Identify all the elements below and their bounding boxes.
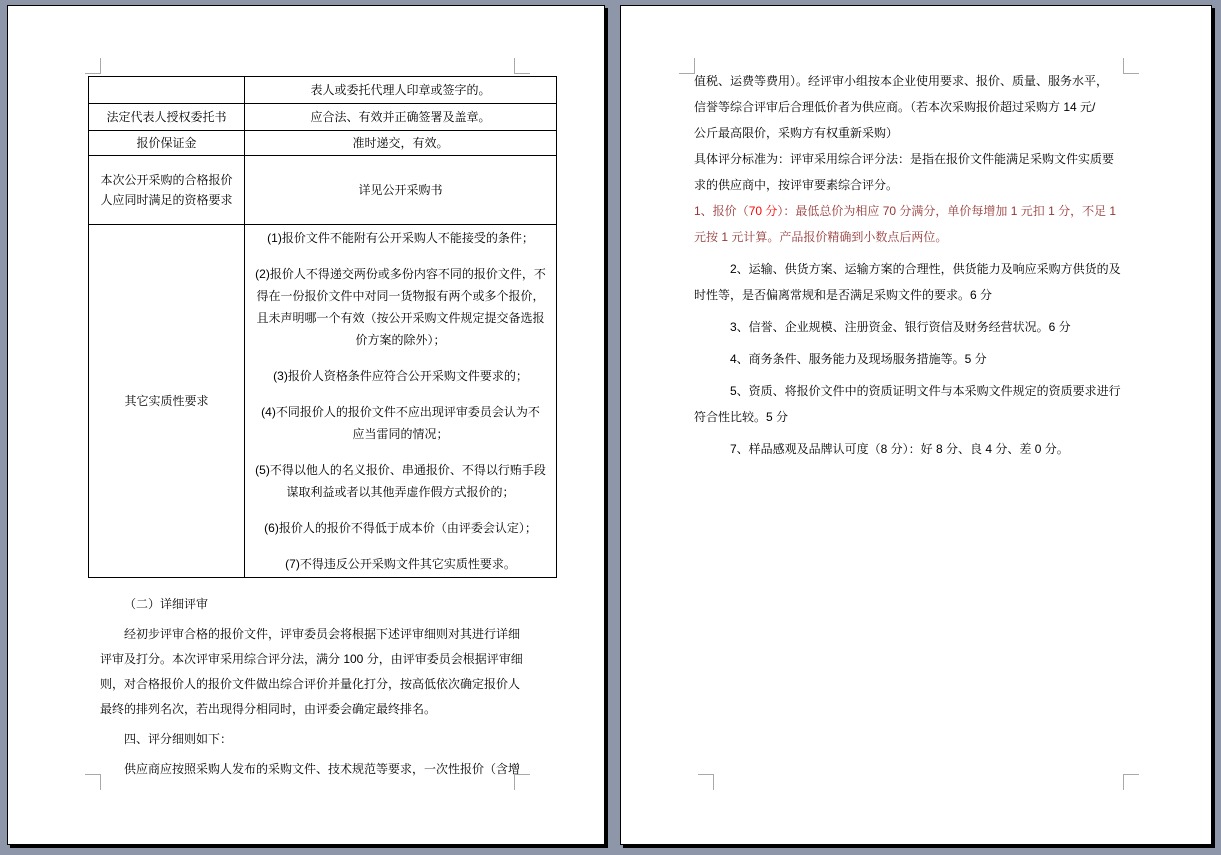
paragraph-line: 值税、运费等费用）。经评审小组按本企业使用要求、报价、质量、服务水平， [694, 74, 1109, 88]
requirement-line: (7)不得违反公开采购文件其它实质性要求。 [285, 557, 516, 571]
price-item-line-1 [694, 198, 1128, 224]
requirement-line: (3)报价人资格条件应符合公开采购文件要求的； [273, 369, 528, 383]
table-row [89, 77, 557, 104]
price-item-line-2: 元按 1 元计算。产品报价精确到小数点后两位。 [694, 230, 948, 244]
margin-cropmark-top-left-icon [85, 58, 101, 74]
margin-cropmark-top-right-icon [514, 58, 530, 74]
paragraph-line: 2、运输、供货方案、运输方案的合理性，供货能力及响应采购方供货的及 [730, 262, 1121, 276]
evaluation-requirements-table [88, 76, 557, 578]
table-cell-label: 其它实质性要求 [89, 225, 245, 578]
requirement-line: 谋取利益或者以其他弄虚作假方式报价的； [286, 485, 515, 499]
paragraph-line: 具体评分标准为：评审采用综合评分法：是指在报价文件能满足采购文件实质要 [694, 152, 1115, 166]
table-cell-value: 应合法、有效并正确签署及盖章。 [245, 104, 557, 131]
scoring-item-sample [694, 436, 1128, 462]
requirement-line: (5)不得以他人的名义报价、串通报价、不得以行贿手段 [255, 463, 546, 477]
table-row [89, 131, 557, 156]
requirement-item-3 [252, 365, 549, 387]
requirement-line: (6)报价人的报价不得低于成本价（由评委会认定）； [264, 521, 537, 535]
table-cell-label: 法定代表人授权委托书 [89, 104, 245, 131]
paragraph-line: 时性等，是否偏离常规和是否满足采购文件的要求。6 分 [694, 288, 993, 302]
table-cell-label: 报价保证金 [89, 131, 245, 156]
requirement-line: 得在一份报价文件中对同一货物报有两个或多个报价， [256, 289, 545, 303]
table-cell-value: 详见公开采购书 [245, 156, 557, 225]
requirement-item-5 [252, 459, 549, 503]
table-row [89, 225, 557, 578]
requirement-item-1 [252, 227, 549, 249]
left-page-body-text [100, 592, 523, 782]
requirement-line: (1)报价文件不能附有公开采购人不能接受的条件； [267, 231, 534, 245]
table-cell-value: 表人或委托代理人印章或签字的。 [245, 77, 557, 104]
heading-detail-review: （二）详细评审 [124, 597, 209, 611]
requirement-item-6 [252, 517, 549, 539]
scoring-item-business [694, 346, 1128, 372]
paragraph-line: 最终的排列名次，若出现得分相同时，由评委会确定最终排名。 [100, 702, 437, 716]
paragraph-line: 7、样品感观及品牌认可度（8 分）：好 8 分、良 4 分、差 0 分。 [730, 442, 1069, 456]
document-page-right[interactable] [620, 5, 1212, 845]
table-row [89, 104, 557, 131]
requirement-line: 应当雷同的情况； [352, 427, 449, 441]
table-cell-label [89, 77, 245, 104]
requirement-line: 价方案的除外）； [355, 333, 446, 347]
paragraph-line: 供应商应按照采购人发布的采购文件、技术规范等要求，一次性报价（含增 [124, 762, 521, 776]
paragraph-line: 符合性比较。5 分 [694, 410, 789, 424]
margin-cropmark-bottom-right-icon [1123, 774, 1139, 790]
price-score-red-text: 70 分 [748, 204, 778, 218]
table-cell-value: 准时递交，有效。 [245, 131, 557, 156]
right-page-body-text [694, 68, 1128, 462]
table-cell-label: 本次公开采购的合格报价人应同时满足的资格要求 [89, 156, 245, 225]
paragraph-line: 经初步评审合格的报价文件，评审委员会将根据下述评审细则对其进行详细 [124, 627, 521, 641]
paragraph-line: 3、信誉、企业规模、注册资金、银行资信及财务经营状况。6 分 [730, 320, 1071, 334]
requirement-item-7 [252, 553, 549, 575]
requirement-line: 且未声明哪一个有效（按公开采购文件规定提交备选报 [256, 311, 545, 325]
scoring-item-reputation [694, 314, 1128, 340]
document-page-left[interactable] [7, 5, 605, 845]
price-item-prefix: 1、报价（ [694, 204, 749, 218]
margin-cropmark-top-left-icon [679, 58, 695, 74]
paragraph-line: 4、商务条件、服务能力及现场服务措施等。5 分 [730, 352, 987, 366]
table-cell-substantive-requirements [245, 225, 557, 578]
scoring-item-transport [694, 256, 1128, 308]
paragraph-line: 公斤最高限价，采购方有权重新采购） [694, 126, 899, 140]
margin-cropmark-bottom-left-icon [85, 774, 101, 790]
paragraph-line: 求的供应商中，按评审要素综合评分。 [694, 178, 899, 192]
requirement-item-4 [252, 401, 549, 445]
paragraph-line: 信誉等综合评审后合理低价者为供应商。（若本次采购报价超过采购方 14 元/ [694, 100, 1096, 114]
price-item-rest: ）：最低总价为相应 70 分满分，单价每增加 1 元扣 1 分，不足 1 [777, 204, 1117, 218]
table-row [89, 156, 557, 225]
paragraph-line: 评审及打分。本次评审采用综合评分法，满分 100 分，由评审委员会根据评审细 [100, 652, 523, 666]
heading-scoring-rules: 四、评分细则如下： [124, 732, 233, 746]
paragraph-line: 5、资质、将报价文件中的资质证明文件与本采购文件规定的资质要求进行 [730, 384, 1121, 398]
requirement-line: (2)报价人不得递交两份或多份内容不同的报价文件，不 [255, 267, 546, 281]
margin-cropmark-bottom-left-icon [698, 774, 714, 790]
paragraph-line: 则，对合格报价人的报价文件做出综合评价并量化打分，按高低依次确定报价人 [100, 677, 521, 691]
scoring-item-qualification [694, 378, 1128, 430]
requirement-item-2 [252, 263, 549, 351]
requirement-line: (4)不同报价人的报价文件不应出现评审委员会认为不 [261, 405, 540, 419]
